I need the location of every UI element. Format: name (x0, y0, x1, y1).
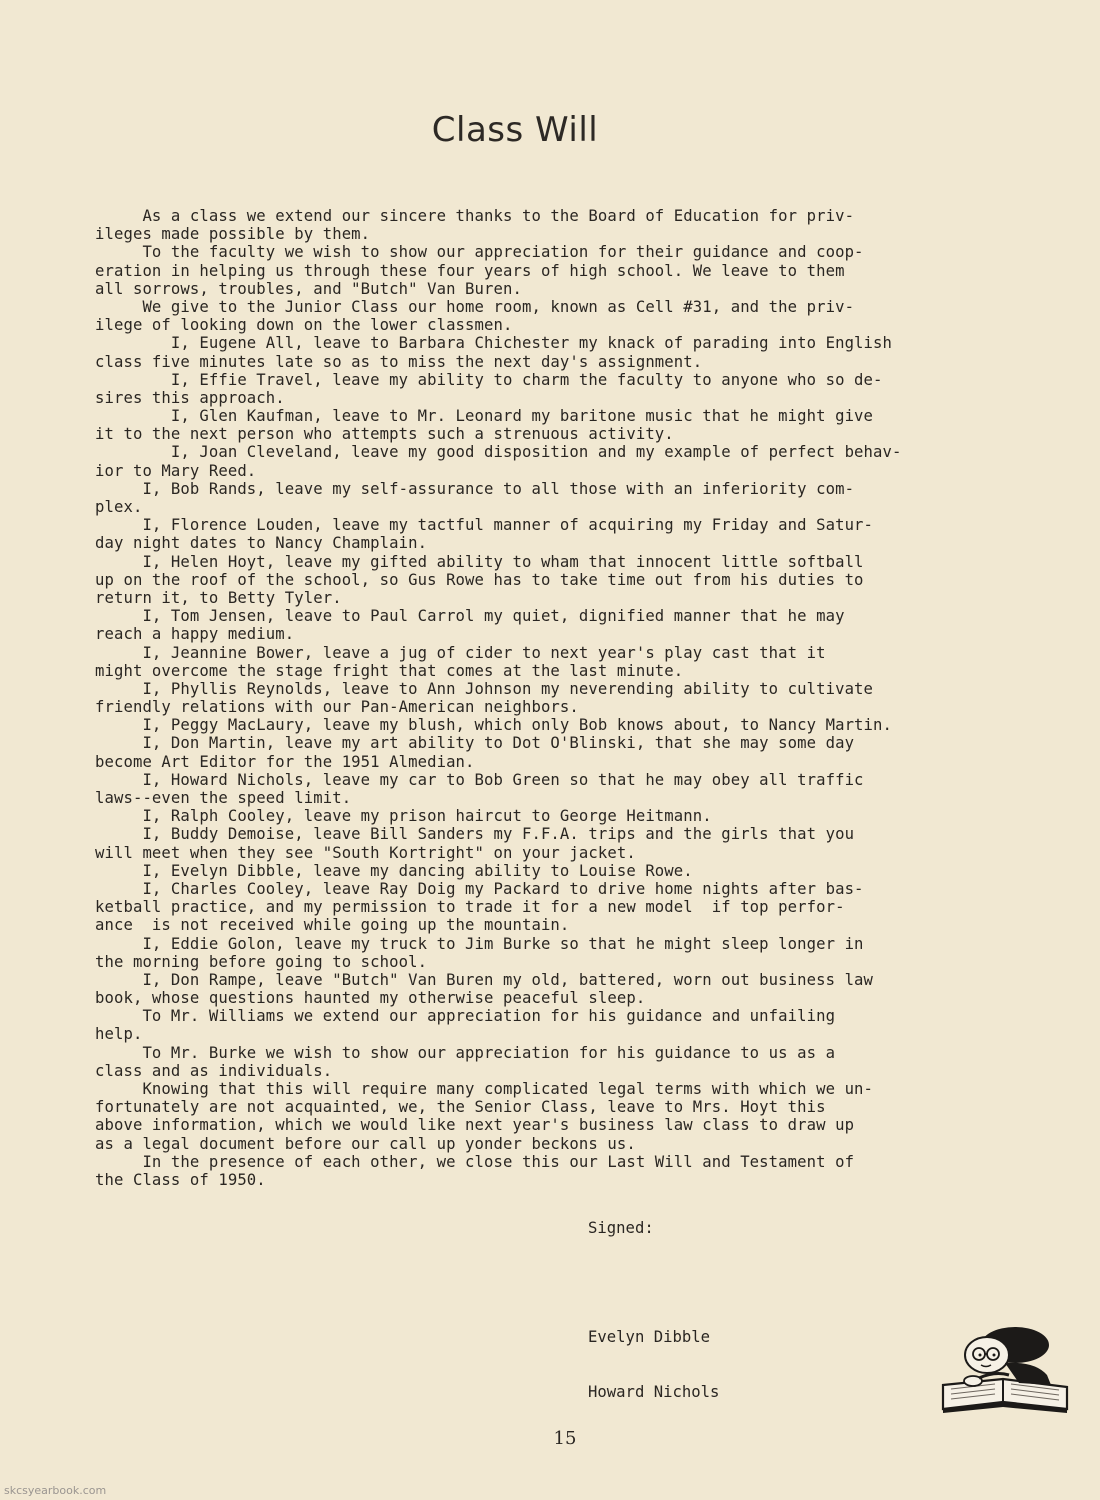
page-title: Class Will (431, 110, 599, 150)
text-line: I, Ralph Cooley, leave my prison haircut to George Heitmann. (95, 807, 712, 826)
text-line: as a legal document before our call up yonder beckons us. (95, 1134, 636, 1153)
text-line: friendly relations with our Pan-American neighbors. (95, 698, 579, 717)
text-line: sires this approach. (95, 388, 285, 407)
signature-block (588, 1183, 719, 1438)
text-line: To the faculty we wish to show our appreciation for their guidance and coop- (95, 243, 864, 262)
text-line: I, Peggy MacLaury, leave my blush, which only Bob knows about, to Nancy Martin. (95, 716, 893, 735)
text-line: ior to Mary Reed. (95, 461, 257, 480)
text-line: reach a happy medium. (95, 625, 295, 644)
text-line: I, Eddie Golon, leave my truck to Jim Burke so that he might sleep longer in (95, 934, 864, 953)
text-line: I, Don Martin, leave my art ability to Dot O'Blinski, that she may some day (95, 734, 855, 753)
text-line: I, Jeannine Bower, leave a jug of cider to next year's play cast that it (95, 643, 826, 662)
signed-label: Signed: (588, 1219, 654, 1238)
text-line: As a class we extend our sincere thanks to the Board of Education for priv- (95, 207, 855, 225)
text-line: I, Bob Rands, leave my self-assurance to all those with an inferiority com- (95, 479, 855, 498)
text-line: ileges made possible by them. (95, 225, 371, 244)
text-line: To Mr. Burke we wish to show our appreciation for his guidance to us as a (95, 1043, 836, 1062)
text-line: We give to the Junior Class our home room, known as Cell #31, and the priv- (95, 297, 855, 316)
text-line: ance is not received while going up the mountain. (95, 916, 570, 935)
site-watermark: skcsyearbook.com (4, 1484, 107, 1497)
text-line: up on the roof of the school, so Gus Rowe has to take time out from his duties to (95, 570, 864, 589)
text-line: I, Howard Nichols, leave my car to Bob Green so that he may obey all traffic (95, 770, 864, 789)
text-line: I, Florence Louden, leave my tactful manner of acquiring my Friday and Satur- (95, 516, 874, 535)
text-line: I, Eugene All, leave to Barbara Chichester my knack of parading into English (95, 334, 893, 353)
signer-name: Howard Nichols (588, 1383, 720, 1402)
text-line: might overcome the stage fright that comes at the last minute. (95, 661, 684, 680)
text-line: In the presence of each other, we close this our Last Will and Testament of (95, 1152, 855, 1171)
text-line: ketball practice, and my permission to trade it for a new model if top perfor- (95, 898, 845, 917)
text-line: I, Phyllis Reynolds, leave to Ann Johnson my neverending ability to cultivate (95, 679, 874, 698)
text-line: class five minutes late so as to miss the next day's assignment. (95, 352, 703, 371)
text-line: above information, which we would like next year's business law class to draw up (95, 1116, 855, 1135)
class-will-body (95, 207, 995, 1189)
text-line: book, whose questions haunted my otherwise peaceful sleep. (95, 989, 646, 1008)
text-line: I, Buddy Demoise, leave Bill Sanders my F.F.A. trips and the girls that you (95, 825, 855, 844)
text-line: ilege of looking down on the lower classmen. (95, 316, 513, 335)
text-line: help. (95, 1025, 143, 1044)
text-line: I, Effie Travel, leave my ability to charm the faculty to anyone who so de- (95, 370, 883, 389)
text-line: I, Charles Cooley, leave Ray Doig my Packard to drive home nights after bas- (95, 879, 864, 898)
signer-name: Evelyn Dibble (588, 1328, 711, 1347)
text-line: return it, to Betty Tyler. (95, 588, 342, 607)
text-line: it to the next person who attempts such a strenuous activity. (95, 425, 674, 444)
text-line: I, Joan Cleveland, leave my good disposition and my example of perfect behav- (95, 443, 902, 462)
text-line: become Art Editor for the 1951 Almedian. (95, 752, 475, 771)
page-number: 15 (553, 1428, 577, 1449)
text-line: I, Tom Jensen, leave to Paul Carrol my quiet, dignified manner that he may (95, 607, 845, 626)
text-line: fortunately are not acquainted, we, the Senior Class, leave to Mrs. Hoyt this (95, 1098, 826, 1117)
text-line: the Class of 1950. (95, 1170, 266, 1189)
text-line: the morning before going to school. (95, 952, 428, 971)
text-line: eration in helping us through these four years of high school. We leave to them (95, 261, 845, 280)
text-line: I, Evelyn Dibble, leave my dancing ability to Louise Rowe. (95, 861, 693, 880)
text-line: I, Glen Kaufman, leave to Mr. Leonard my baritone music that he might give (95, 407, 874, 426)
text-line: class and as individuals. (95, 1061, 333, 1080)
text-line: To Mr. Williams we extend our appreciation for his guidance and unfailing (95, 1007, 836, 1026)
text-line: all sorrows, troubles, and "Butch" Van Buren. (95, 279, 522, 298)
text-line: day night dates to Nancy Champlain. (95, 534, 428, 553)
student-reading-book-icon (935, 1323, 1075, 1418)
text-line: will meet when they see "South Kortright" on your jacket. (95, 843, 636, 862)
text-line: I, Don Rampe, leave "Butch" Van Buren my old, battered, worn out business law (95, 970, 874, 989)
text-line: I, Helen Hoyt, leave my gifted ability to wham that innocent little softball (95, 552, 864, 571)
text-line: Knowing that this will require many complicated legal terms with which we un- (95, 1080, 874, 1098)
text-line: laws--even the speed limit. (95, 789, 352, 807)
text-line: plex. (95, 498, 143, 516)
